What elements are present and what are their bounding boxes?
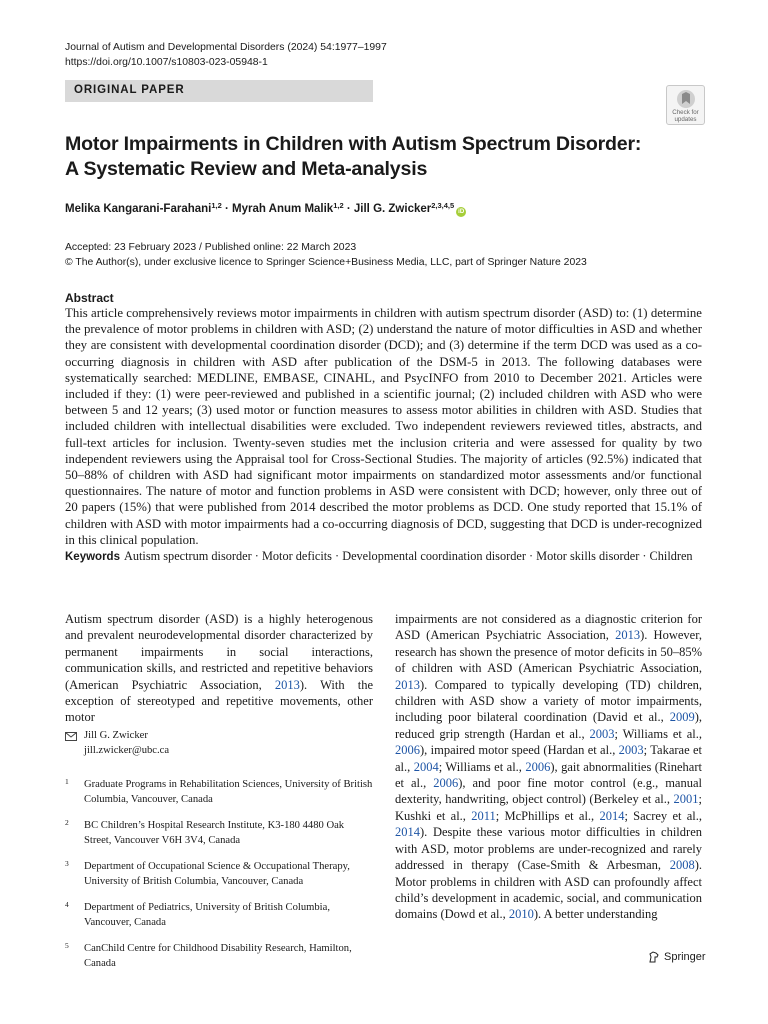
body-text: ). Compared to typically developing (TD) children, children with ASD show a variety of motor impairments, including poor bilateral coordination (David et al., xyxy=(395,677,702,725)
citation-link[interactable]: 2003 xyxy=(618,743,644,758)
body-left-column xyxy=(65,611,373,726)
envelope-icon xyxy=(65,732,77,741)
author-name[interactable]: Melika Kangarani-Farahani xyxy=(65,203,212,215)
body-text: ), gait abnormalities (Rinehart et al., xyxy=(395,759,702,791)
title-line-2: A Systematic Review and Meta-analysis xyxy=(65,158,428,180)
author-affil: 1,2 xyxy=(333,201,344,210)
body-text: Autism spectrum disorder (ASD) is a highly heterogenous and prevalent neurodevelopmental disorder characterized by permanent impairments in social interactions, communication skills, and restricted and repetitive behaviors (American Psychiatric Association, xyxy=(65,612,373,692)
citation-link[interactable]: 2010 xyxy=(508,907,534,922)
citation-link[interactable]: 2006 xyxy=(395,743,420,758)
keywords-label: Keywords xyxy=(65,551,120,563)
citation-link[interactable]: 2003 xyxy=(589,726,615,741)
body-text: ; Williams et al., xyxy=(614,726,702,741)
affiliation-number: 4 xyxy=(65,900,69,909)
body-text: ), and poor fine motor control (e.g., manual dexterity, handwriting, object control) (Berkeley et al., xyxy=(395,776,703,807)
affiliation-text: Department of Occupational Science & Occupational Therapy, University of British Columbia, Vancouver, Canada xyxy=(84,861,350,887)
affiliation-text: BC Children’s Hospital Research Institute, K3-180 4480 Oak Street, Vancouver V6H 3V4, Canada xyxy=(84,820,345,846)
affiliation-2 xyxy=(65,819,373,848)
article-type-banner xyxy=(65,80,373,102)
contact-name: Jill G. Zwicker xyxy=(84,730,148,741)
affiliation-5 xyxy=(65,942,373,971)
keywords xyxy=(65,548,702,566)
affiliation-number: 1 xyxy=(65,777,69,786)
affiliation-4 xyxy=(65,901,373,930)
body-text: impairments are not considered as a diagnostic criterion for ASD (American Psychiatric Association, xyxy=(395,612,702,643)
body-text: ; Kushki et al., xyxy=(395,792,702,823)
body-text: ), reduced grip strength (Hardan et al., xyxy=(395,710,702,741)
citation-link[interactable]: 2013 xyxy=(615,628,641,643)
citation-link[interactable]: 2004 xyxy=(413,759,439,774)
affiliation-text: CanChild Centre for Childhood Disability Research, Hamilton, Canada xyxy=(84,943,352,969)
article-type-label: ORIGINAL PAPER xyxy=(74,84,185,96)
crossmark-icon xyxy=(676,89,696,109)
title-line-1: Motor Impairments in Children with Autism Spectrum Disorder: xyxy=(65,133,642,155)
citation-link[interactable]: 2008 xyxy=(669,858,695,873)
body-text: ). A better understanding xyxy=(533,907,658,922)
body-text: ; McPhillips et al., xyxy=(495,808,600,823)
springer-horse-icon xyxy=(648,951,660,963)
author-name[interactable]: Myrah Anum Malik xyxy=(232,203,334,215)
citation-link[interactable]: 2006 xyxy=(525,759,551,774)
citation-link[interactable]: 2006 xyxy=(433,776,459,791)
affiliation-number: 3 xyxy=(65,859,69,868)
citation-link[interactable]: 2001 xyxy=(673,792,699,807)
author-list: Melika Kangarani-Farahani$^{1,2}$ · Myrah Anum Malik$^{1,2}$ · Jill G. Zwicker$^{2,3,4,5}$iD xyxy=(65,201,465,215)
paper-title xyxy=(65,132,685,182)
citation-link[interactable]: 2014 xyxy=(599,808,625,823)
citation-link[interactable]: 2013 xyxy=(395,677,420,692)
accepted-published: Accepted: 23 February 2023 / Published online: 22 March 2023 xyxy=(65,242,357,253)
body-text: ). Despite these various motor difficulties in children with ASD, motor problems are under-recognized and rarely addressed in therapy (Case-Smith & Arbesman, xyxy=(395,825,702,873)
check-for-updates-badge[interactable] xyxy=(666,85,705,125)
publication-dates xyxy=(65,240,587,270)
doi-link[interactable]: https://doi.org/10.1007/s10803-023-05948-1 xyxy=(65,57,268,68)
abstract-heading: Abstract xyxy=(65,291,114,305)
citation-link[interactable]: 2014 xyxy=(395,825,420,840)
body-text: ), impaired motor speed (Hardan et al., xyxy=(420,743,619,758)
affiliation-text: Graduate Programs in Rehabilitation Sciences, University of British Columbia, Vancouver, Canada xyxy=(84,779,373,805)
affiliation-number: 2 xyxy=(65,818,69,827)
copyright-line: © The Author(s), under exclusive licence to Springer Science+Business Media, LLC, part of Springer Nature 2023 xyxy=(65,257,587,268)
contact-email[interactable]: jill.zwicker@ubc.ca xyxy=(84,744,170,756)
author-affil: 1,2 xyxy=(211,201,222,210)
corresponding-author xyxy=(65,729,373,758)
crossmark-text-2: updates xyxy=(674,116,697,123)
footnotes xyxy=(65,729,373,983)
body-text: ; Sacrey et al., xyxy=(624,808,702,823)
abstract-text: This article comprehensively reviews motor impairments in children with autism spectrum disorder (ASD) to: (1) determine the prevalence of motor problems in children with ASD; (2) understand the nature of motor difficulties in ASD and whether they are consistent with developmental coordination disorder (DCD); and (3) determine if the term DCD was used as a co-occurring diagnosis in children with ASD after publication of the DSM-5 in 2013. The following databases were systematically searched: MEDLINE, EMBASE, CINAHL, and PsycINFO from 2010 to December 2021. Articles were included if they: (1) were peer-reviewed and published in a scientific journal; (2) included children with ASD who were between 5 and 12 years; (3) used motor or function measures to assess motor abilities in children with ASD. Studies that included children with intellectual disabilities were excluded. Two independent reviewers reviewed titles, abstracts, and full-text articles for inclusion. Twenty-seven studies met the inclusion criteria and were assessed for quality by two independent reviewers using the Appraisal tool for Cross-Sectional Studies. The majority of articles (92.5%) indicated that 50–88% of children with ASD had significant motor impairments on standardized motor assessments and/or functional questionnaires. The nature of motor and function problems in ASD were consistent with DCD; however, only three out of 20 papers (15%) that were published from 2014 described the motor problems as DCD. One study reported that 15.1% of children with ASD with motor impairments had a co-occurring diagnosis of DCD, suggesting that DCD is under-recognized in this clinical population. xyxy=(65,306,702,547)
affiliation-number: 5 xyxy=(65,941,69,950)
crossmark-text-1: Check for xyxy=(672,109,699,116)
orcid-icon[interactable]: iD xyxy=(458,209,465,215)
journal-citation: Journal of Autism and Developmental Disorders (2024) 54:1977–1997 xyxy=(65,42,387,53)
body-text: ; Williams et al., xyxy=(438,759,526,774)
author-name[interactable]: Jill G. Zwicker xyxy=(353,203,432,215)
citation-link[interactable]: 2013 xyxy=(274,677,300,692)
body-text: ). Motor problems in children with ASD can profoundly affect child’s development in academic, social, and communication domains (Dowd et al., xyxy=(395,858,702,922)
journal-header xyxy=(65,40,387,70)
body-right-column xyxy=(395,611,702,923)
body-text: ). With the exception of stereotyped and repetitive movements, other motor xyxy=(65,677,373,725)
citation-link[interactable]: 2009 xyxy=(669,710,695,725)
author-affil: 2,3,4,5 xyxy=(431,201,455,210)
affiliation-text: Department of Pediatrics, University of British Columbia, Vancouver, Canada xyxy=(84,902,330,928)
affiliation-3 xyxy=(65,860,373,889)
keywords-text: Autism spectrum disorder · Motor deficits · Developmental coordination disorder · Motor skills disorder · Children xyxy=(123,549,693,563)
body-text: ). However, research has shown the presence of motor deficits in 50–85% of children with ASD (American Psychiatric Association, xyxy=(395,628,702,676)
publisher-name: Springer xyxy=(664,951,706,963)
affiliation-1 xyxy=(65,778,373,807)
publisher-logo xyxy=(648,951,706,963)
body-text: ; Takarae et al., xyxy=(395,743,702,774)
citation-link[interactable]: 2011 xyxy=(471,808,496,823)
